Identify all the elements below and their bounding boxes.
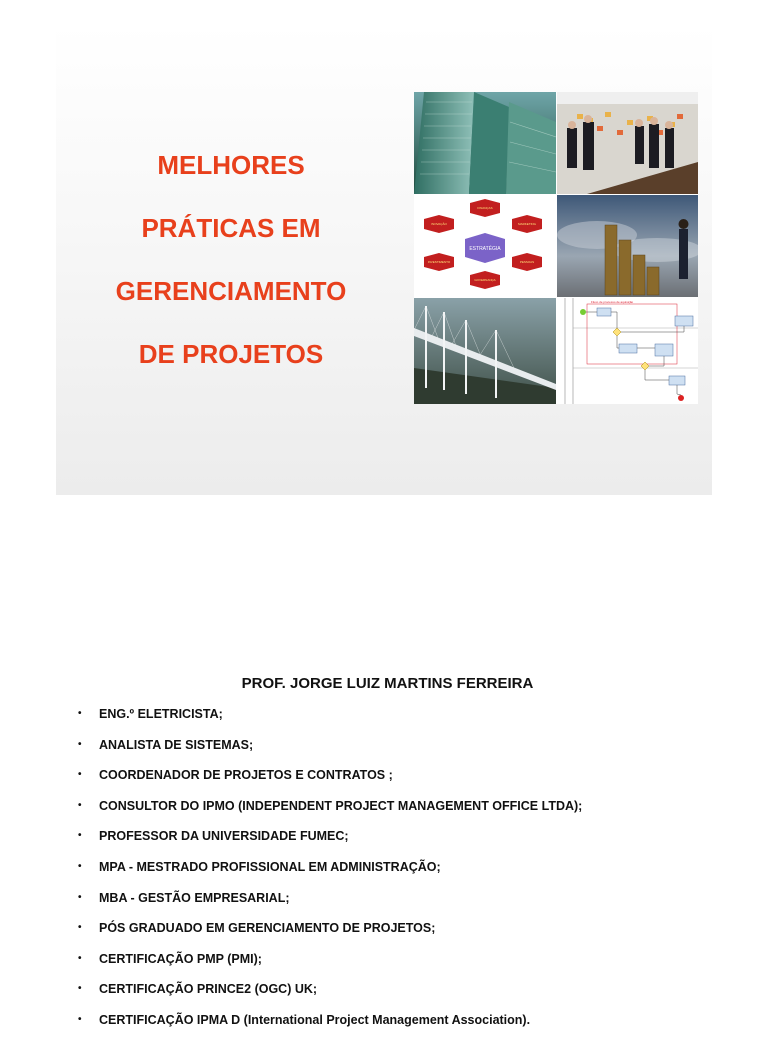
diagram-node-3: PESSOAS [519,260,535,264]
bullet-icon: • [78,799,82,811]
list-item [78,705,758,736]
strategy-diagram-image [414,195,556,297]
bullet-icon: • [78,1013,82,1025]
list-item [78,827,758,858]
list-item-text: ENG.º ELETRICISTA; [99,707,223,721]
diagram-node-1: FINANÇAS [477,206,493,210]
title-line-4: DE PROJETOS [138,339,324,369]
bullet-icon: • [78,830,82,842]
image-collage [414,92,698,404]
bullet-icon: • [78,860,82,872]
title-line-3: GERENCIAMENTO [115,276,347,306]
skyscrapers-image [414,92,556,194]
list-item [78,980,758,1011]
diagram-center-label: ESTRATÉGIA [469,246,501,252]
process-flowchart-image [557,298,698,404]
list-item-text: COORDENADOR DE PROJETOS E CONTRATOS ; [99,768,393,783]
list-item [78,1011,758,1042]
slide-title [86,134,376,386]
title-line-1: MELHORES [157,150,305,180]
diagram-node-4: GOVERNANÇA [474,278,496,282]
title-line-2: PRÁTICAS EM [141,213,321,243]
bullet-icon: • [78,983,82,995]
diagram-node-2: MARKETING [518,222,536,226]
list-item [78,797,758,828]
bridge-image [414,298,556,404]
bullet-icon: • [78,708,82,719]
bullet-icon: • [78,952,82,964]
list-item [78,889,758,920]
list-item-text: MPA - MESTRADO PROFISSIONAL EM ADMINISTRAÇÃO; [99,859,441,874]
bullet-icon: • [78,738,82,750]
author-name: PROF. JORGE LUIZ MARTINS FERREIRA [241,675,534,692]
list-item [78,766,758,797]
list-item-text: CERTIFICAÇÃO PRINCE2 (OGC) UK; [99,982,318,997]
list-item-text: CONSULTOR DO IPMO (INDEPENDENT PROJECT MANAGEMENT OFFICE LTDA); [99,798,583,813]
list-item [78,919,758,950]
credentials-list [78,705,758,1042]
list-item [78,858,758,889]
list-item-text: PROFESSOR DA UNIVERSIDADE FUMEC; [99,829,349,844]
meeting-room-image [557,92,698,194]
title-slide [56,24,712,495]
diagram-node-5: INVESTIMENTO [427,260,451,264]
list-item-text: CERTIFICAÇÃO IPMA D (International Project Management Association). [99,1012,531,1027]
list-item-text: CERTIFICAÇÃO PMP (PMI); [99,951,262,966]
list-item-text: ANALISTA DE SISTEMAS; [99,737,254,752]
list-item-text: MBA - GESTÃO EMPRESARIAL; [99,890,290,905]
bullet-icon: • [78,922,82,934]
businessman-coins-image [557,195,698,297]
flowchart-title: Fluxo de processo de aquisição [591,300,634,304]
diagram-node-6: INOVAÇÃO [431,222,447,226]
bullet-icon: • [78,769,82,781]
bullet-icon: • [78,891,82,903]
list-item [78,736,758,767]
list-item-text: PÓS GRADUADO EM GERENCIAMENTO DE PROJETOS; [99,921,436,936]
list-item [78,950,758,981]
